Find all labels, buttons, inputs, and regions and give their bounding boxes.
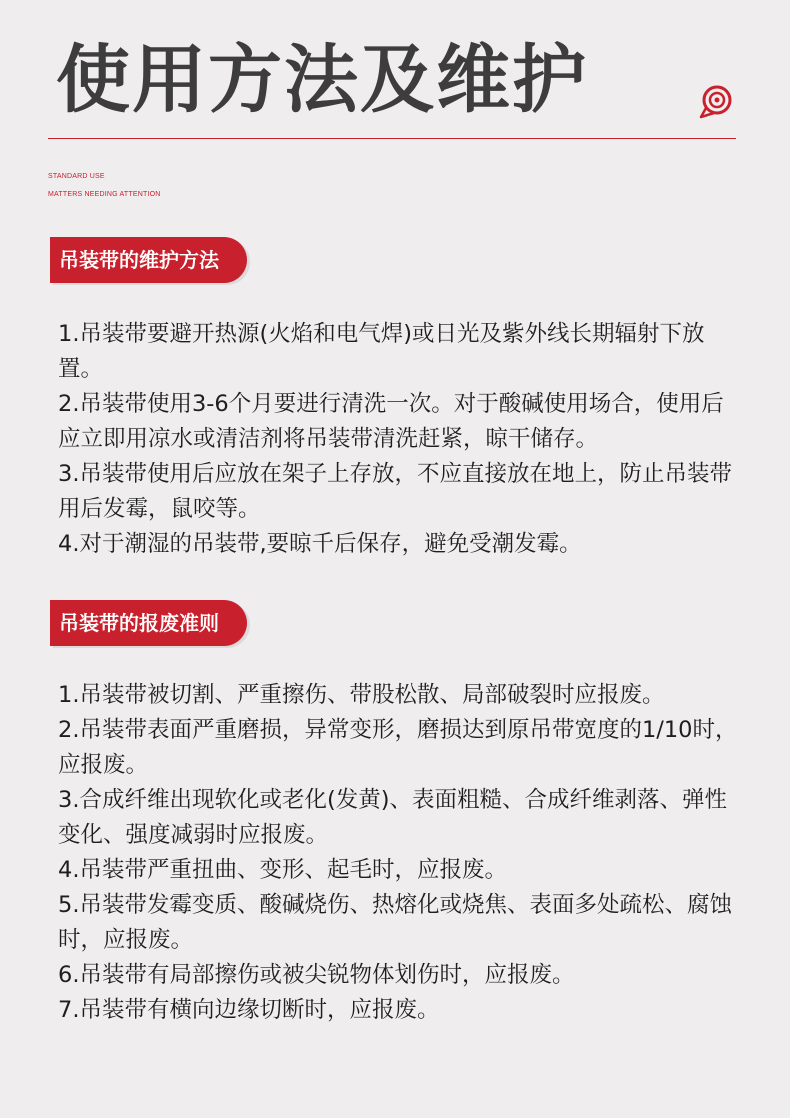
section-heading-scrap-criteria: 吊装带的报废准则 [50,600,247,646]
list-item: 3.吊装带使用后应放在架子上存放，不应直接放在地上，防止吊装带用后发霉，鼠咬等。 [58,461,732,522]
list-item: 4.对于潮湿的吊装带,要晾千后保存，避免受潮发霉。 [58,531,582,557]
subtitle-line-2: MATTERS NEEDING ATTENTION [48,191,161,198]
scrap-criteria-list [58,678,738,1028]
list-item: 1.吊装带要避开热源(火焰和电气焊)或日光及紫外线长期辐射下放置。 [58,321,705,382]
maintenance-list [58,317,738,562]
subtitle-line-1: STANDARD USE [48,173,105,180]
tape-roll-icon [698,84,734,120]
list-item: 2.吊装带使用3-6个月要进行清洗一次。对于酸碱使用场合，使用后应立即用凉水或清洁剂将吊装带清洗赶紧，晾干储存。 [58,391,724,452]
list-item: 2.吊装带表面严重磨损，异常变形，磨损达到原吊带宽度的1/10时，应报废。 [58,717,738,778]
page-title: 使用方法及维护 [56,37,588,123]
list-item: 4.吊装带严重扭曲、变形、起毛时，应报废。 [58,857,507,883]
list-item: 5.吊装带发霉变质、酸碱烧伤、热熔化或烧焦、表面多处疏松、腐蚀时，应报废。 [58,892,732,953]
list-item: 6.吊装带有局部擦伤或被尖锐物体划伤时，应报废。 [58,962,575,988]
section-heading-maintenance: 吊装带的维护方法 [50,237,247,283]
title-divider [48,138,736,139]
list-item: 7.吊装带有横向边缘切断时，应报废。 [58,997,440,1023]
list-item: 1.吊装带被切割、严重擦伤、带股松散、局部破裂时应报废。 [58,682,665,708]
list-item: 3.合成纤维出现软化或老化(发黄)、表面粗糙、合成纤维剥落、弹性变化、强度减弱时应报废。 [58,787,728,848]
